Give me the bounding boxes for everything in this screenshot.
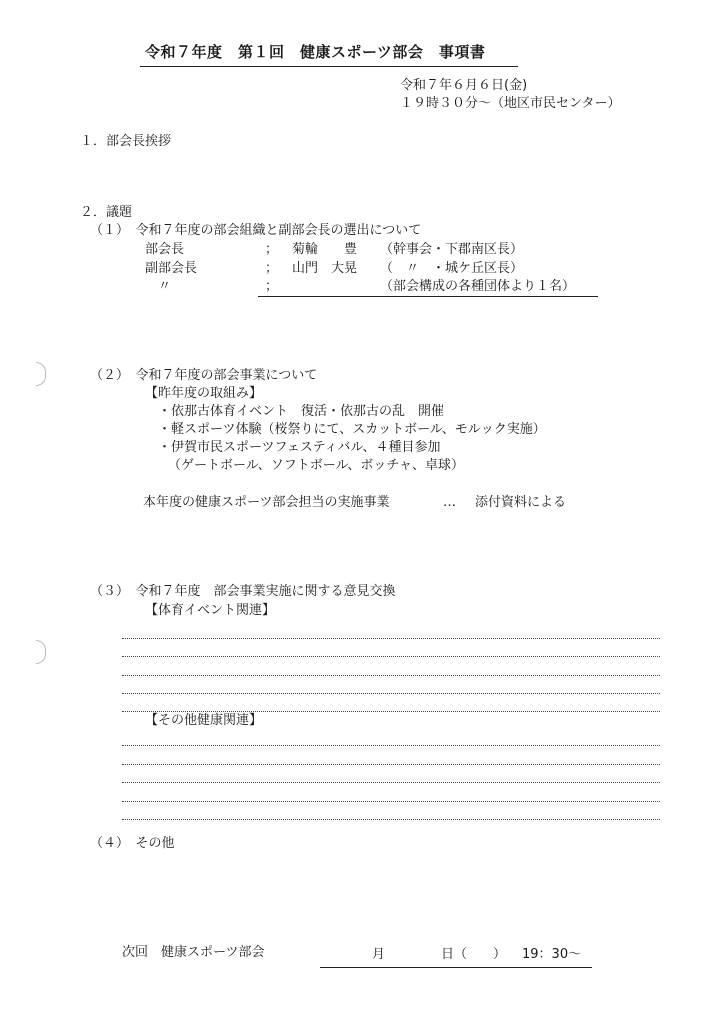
last-year-bracket: 【昨年度の取組み】	[145, 386, 263, 401]
row-note: （部会構成の各種団体より１名）	[380, 279, 576, 294]
next-meeting-month: 月	[372, 947, 386, 962]
opinion-blank-line	[122, 745, 660, 746]
row-name: 菊輪 豊	[292, 242, 358, 257]
next-meeting-label: 次回 健康スポーツ部会	[122, 945, 265, 960]
row-role: 副部会長	[145, 261, 198, 276]
current-year-dots: …	[443, 495, 456, 510]
sports-event-bracket: 【体育イベント関連】	[145, 603, 276, 618]
current-year-ref: 添付資料による	[475, 495, 567, 510]
sub4-heading: （４） その他	[90, 836, 175, 851]
row-sep: ；	[265, 242, 279, 257]
next-meeting-time: 19：30～	[522, 947, 582, 962]
meeting-date: 令和７年６月６日(金)	[400, 78, 528, 93]
row-sep: ；	[265, 261, 279, 276]
bullet-item: ・伊賀市民スポーツフェスティバル、４種目参加	[158, 440, 441, 455]
item2-heading: ２．議題	[80, 205, 133, 220]
sub1-heading: （１） 令和７年度の部会組織と副部会長の選出について	[90, 223, 422, 238]
sub3-heading: （３） 令和７年度 部会事業実施に関する意見交換	[90, 584, 396, 599]
sub2-heading: （２） 令和７年度の部会事業について	[90, 368, 318, 383]
bullet-item: （ゲートボール、ソフトボール、ボッチャ、卓球）	[168, 458, 465, 473]
opinion-blank-line	[122, 819, 660, 820]
next-meeting-day: 日（ ）	[441, 947, 507, 962]
opinion-blank-line	[122, 693, 660, 694]
bullet-item: ・依那古体育イベント 復活・依那古の乱 開催	[158, 404, 445, 419]
row-role: 部会長	[145, 242, 185, 257]
current-year-label: 本年度の健康スポーツ部会担当の実施事業	[143, 495, 390, 510]
punch-hole-upper	[36, 362, 46, 386]
opinion-blank-line	[122, 656, 660, 657]
row-note: （幹事会・下郡南区長）	[380, 242, 524, 257]
row-role: 〃	[158, 279, 172, 294]
opinion-blank-line	[122, 638, 660, 639]
bullet-item: ・軽スポーツ体験（桜祭りにて、スカットボール、モルック実施）	[158, 422, 546, 437]
document-title: 令和７年度 第１回 健康スポーツ部会 事項書	[145, 43, 486, 61]
row-note: （ 〃 ・城ケ丘区長）	[380, 261, 524, 276]
opinion-blank-line	[122, 764, 660, 765]
opinion-blank-line	[122, 801, 660, 802]
punch-hole-lower	[36, 640, 46, 664]
opinion-blank-line	[122, 675, 660, 676]
opinion-blank-line	[122, 711, 660, 712]
row-name: 山門 大晃	[292, 261, 358, 276]
other-health-bracket: 【その他健康関連】	[145, 713, 263, 728]
meeting-time-place: １９時３０分～（地区市民センター）	[400, 96, 621, 111]
item1-heading: １．部会長挨拶	[80, 134, 172, 149]
next-meeting-underline	[320, 967, 592, 968]
vice-chair-blank-underline	[258, 296, 598, 297]
title-underline	[140, 66, 518, 67]
opinion-blank-line	[122, 782, 660, 783]
row-sep: ；	[265, 279, 279, 294]
